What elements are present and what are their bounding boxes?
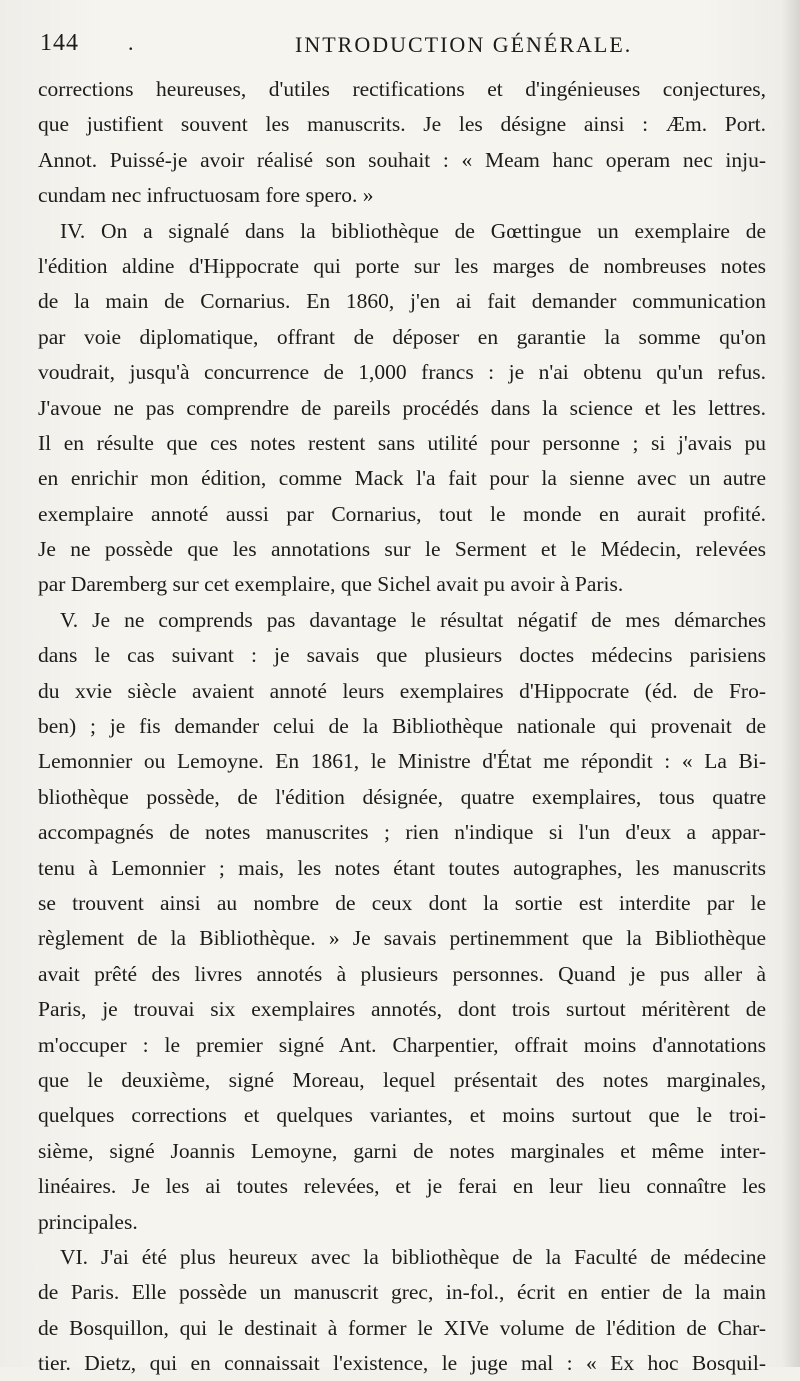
text-line: l'édition aldine d'Hippocrate qui porte sur les marges de nombreuses notes [38, 253, 766, 278]
text-line: bliothèque possède, de l'édition désignée, quatre exemplaires, tous quatre [38, 784, 766, 809]
body-text [38, 72, 766, 1381]
text-line: que le deuxième, signé Moreau, lequel présentait des notes marginales, [38, 1067, 766, 1092]
text-line: cundam nec infructuosam fore spero. » [38, 183, 374, 208]
text-line: règlement de la Bibliothèque. » Je savais pertinemment que la Bibliothèque [38, 926, 766, 951]
text-line: se trouvent ainsi au nombre de ceux dont la sortie est interdite par le [38, 890, 766, 915]
text-line: que justifient souvent les manuscrits. Je les désigne ainsi : Æm. Port. [38, 112, 766, 137]
text-line: voudrait, jusqu'à concurrence de 1,000 francs : je n'ai obtenu qu'un refus. [38, 360, 766, 385]
text-line: dans le cas suivant : je savais que plusieurs doctes médecins parisiens [38, 643, 766, 668]
text-line: quelques corrections et quelques variantes, et moins surtout que le troi- [38, 1103, 766, 1128]
text-line: tier. Dietz, qui en connaissait l'existence, le juge mal : « Ex hoc Bosquil- [38, 1351, 766, 1376]
text-line: principales. [38, 1209, 138, 1234]
text-line: en enrichir mon édition, comme Mack l'a fait pour la sienne avec un autre [38, 466, 766, 491]
running-head: INTRODUCTION GÉNÉRALE. [295, 32, 633, 57]
text-line: Annot. Puissé-je avoir réalisé son souhait : « Meam hanc operam nec inju- [38, 147, 766, 172]
text-line: Lemonnier ou Lemoyne. En 1861, le Ministre d'État me répondit : « La Bi- [38, 749, 766, 774]
text-line: accompagnés de notes manuscrites ; rien n'indique si l'un d'eux a appar- [38, 820, 766, 845]
text-line: sième, signé Joannis Lemoyne, garni de notes marginales et même inter- [38, 1138, 766, 1163]
text-line: de Paris. Elle possède un manuscrit grec, in-fol., écrit en entier de la main [38, 1280, 766, 1305]
page-edge-shadow [782, 0, 800, 1367]
text-line: par voie diplomatique, offrant de déposer en garantie la somme qu'on [38, 324, 766, 349]
paragraph-start-iv: IV. On a signalé dans la bibliothèque de Gœttingue un exemplaire de [60, 218, 766, 243]
text-line: avait prêté des livres annotés à plusieurs personnes. Quand je pus aller à [38, 961, 766, 986]
text-line: ben) ; je fis demander celui de la Bibliothèque nationale qui provenait de [38, 714, 766, 739]
text-line: de Bosquillon, qui le destinait à former le XIVe volume de l'édition de Char- [38, 1315, 766, 1340]
text-line: de la main de Cornarius. En 1860, j'en ai fait demander communication [38, 289, 766, 314]
text-line: Il en résulte que ces notes restent sans utilité pour personne ; si j'avais pu [38, 430, 766, 455]
text-line: tenu à Lemonnier ; mais, les notes étant toutes autographes, les manuscrits [38, 855, 766, 880]
text-line: Paris, je trouvai six exemplaires annotés, dont trois surtout méritèrent de [38, 997, 766, 1022]
paragraph-start-vi: VI. J'ai été plus heureux avec la bibliothèque de la Faculté de médecine [60, 1244, 766, 1269]
text-line: m'occuper : le premier signé Ant. Charpentier, offrait moins d'annotations [38, 1032, 766, 1057]
text-line: exemplaire annoté aussi par Cornarius, tout le monde en aurait profité. [38, 501, 766, 526]
text-line: J'avoue ne pas comprendre de pareils procédés dans la science et les lettres. [38, 395, 766, 420]
page-number: 144 [40, 30, 79, 56]
page-header [40, 30, 780, 66]
header-dot: . [128, 30, 134, 55]
text-line: linéaires. Je les ai toutes relevées, et je ferai en leur lieu connaître les [38, 1174, 766, 1199]
text-line: du xvie siècle avaient annoté leurs exemplaires d'Hippocrate (éd. de Fro- [38, 678, 766, 703]
paragraph-start-v: V. Je ne comprends pas davantage le résultat négatif de mes démarches [60, 607, 766, 632]
text-line: corrections heureuses, d'utiles rectifications et d'ingénieuses conjectures, [38, 77, 766, 101]
text-line: par Daremberg sur cet exemplaire, que Sichel avait pu avoir à Paris. [38, 572, 624, 597]
text-line: Je ne possède que les annotations sur le Serment et le Médecin, relevées [38, 537, 766, 562]
